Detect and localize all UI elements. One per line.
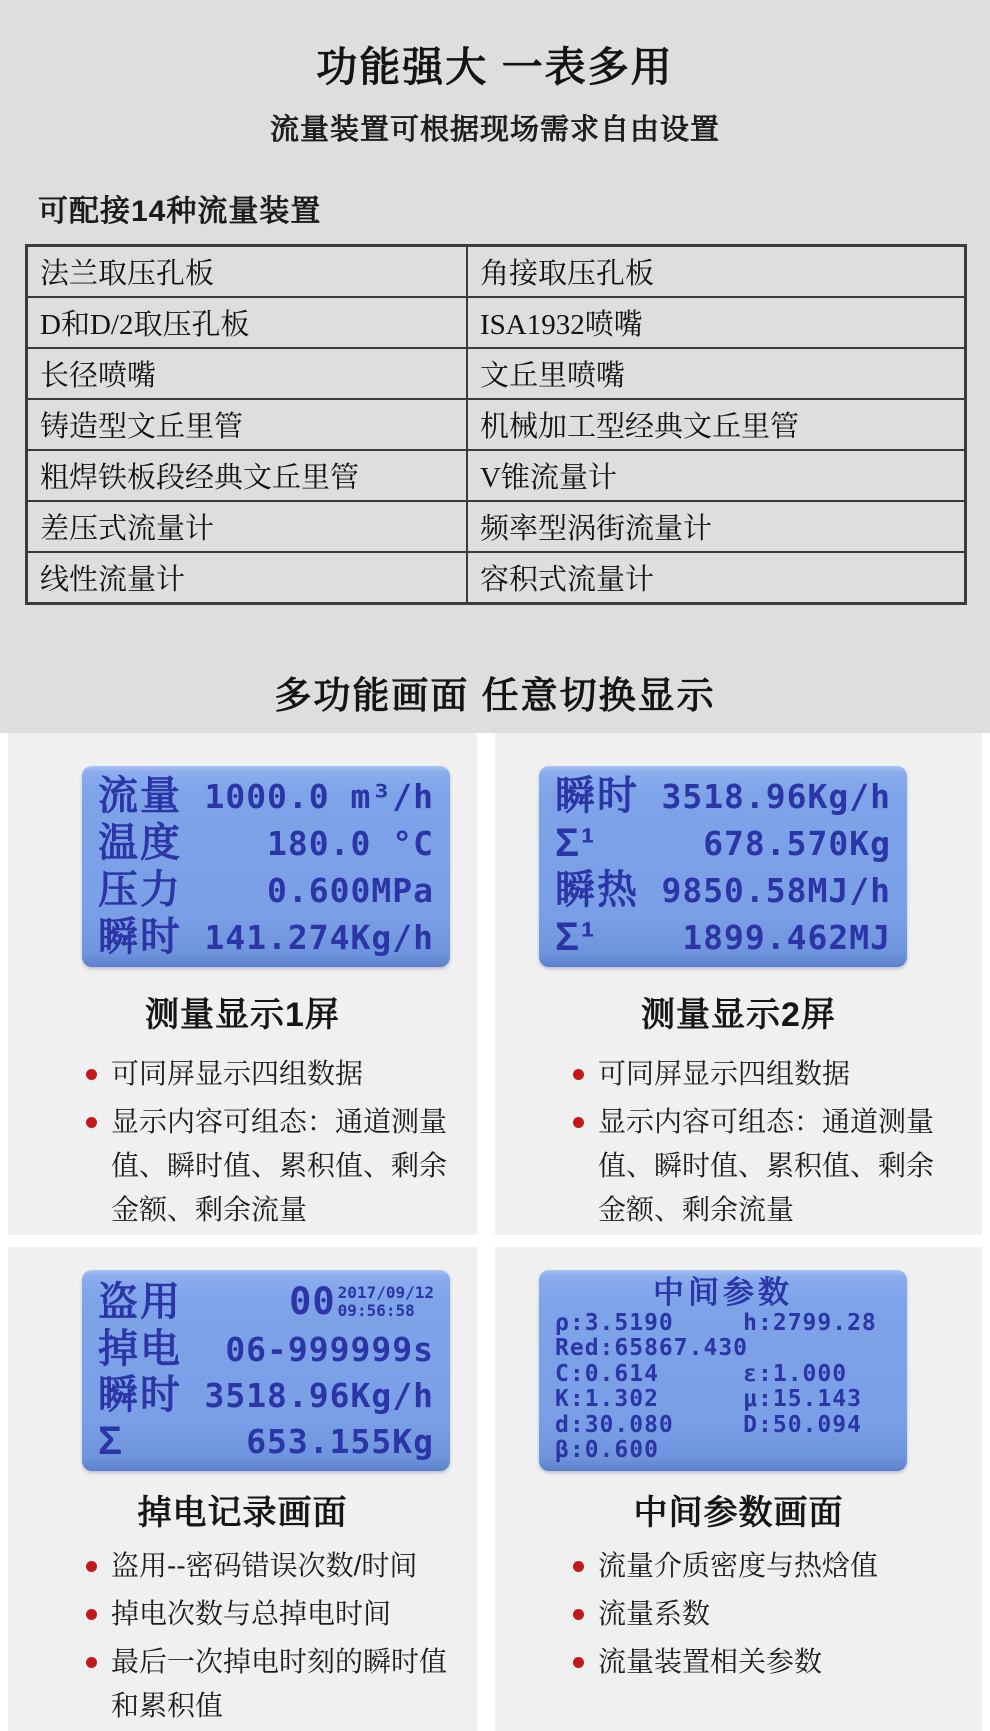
panel-caption: 掉电记录画面: [137, 1494, 348, 1532]
lcd-line-value: 9850.58MJ/h: [661, 870, 891, 910]
lcd-line-value: 06-999999s: [225, 1329, 434, 1369]
lcd-line-label: Σ: [98, 1419, 125, 1463]
bullet-item: [86, 1052, 449, 1096]
bullet-item: [573, 1544, 954, 1588]
lcd-date: 2017/09/12: [337, 1282, 434, 1302]
bullet-item: [573, 1592, 954, 1636]
bullet-text: 显示内容可组态：通道测量值、瞬时值、累积值、剩余金额、剩余流量: [111, 1106, 448, 1225]
lcd-param-row: [555, 1362, 891, 1387]
lcd-param-value: [743, 1336, 891, 1361]
bullet-list: [495, 1052, 982, 1232]
lcd-line-value: 180.0 °C: [267, 823, 434, 863]
lcd-param-value: Red:65867.430: [555, 1335, 749, 1362]
lcd-param-value: ρ:3.5190: [555, 1309, 674, 1336]
panel-power-fail-record: [8, 1247, 477, 1731]
lcd-line-label: 瞬时: [555, 774, 639, 818]
lcd-line-label: 压力: [98, 868, 182, 912]
bullet-dot-icon: [86, 1657, 97, 1668]
lcd-line: [98, 1329, 434, 1369]
bullet-dot-icon: [573, 1657, 584, 1668]
table-row: [27, 246, 966, 298]
device-cell: D和D/2取压孔板: [27, 297, 468, 348]
lcd-param-value: D:50.094: [743, 1411, 862, 1438]
bullet-item: [573, 1100, 954, 1232]
device-cell: 机械加工型经典文丘里管: [467, 399, 966, 450]
page-subtitle: 流量装置可根据现场需求自由设置: [269, 114, 720, 146]
bullet-list: [8, 1544, 477, 1728]
lcd-line-value: 653.155Kg: [246, 1421, 434, 1461]
lcd-param-value: d:30.080: [555, 1411, 674, 1438]
lcd-param-value: K:1.302: [555, 1386, 659, 1413]
lcd-line-value: 3518.96Kg/h: [204, 1375, 434, 1415]
device-cell: 差压式流量计: [27, 501, 468, 552]
lcd-line-label: 瞬时: [98, 1373, 182, 1417]
lcd-line: [98, 776, 434, 816]
bullet-dot-icon: [573, 1561, 584, 1572]
table-row: [27, 552, 966, 604]
bullet-text: 流量介质密度与热焓值: [598, 1550, 879, 1581]
device-cell: 文丘里喷嘴: [467, 348, 966, 399]
lcd-line: [98, 1280, 434, 1323]
lcd-line-label: Σ¹: [555, 915, 597, 959]
lcd-line: [98, 1421, 434, 1461]
lcd-theft-group: [289, 1280, 434, 1323]
device-cell: 铸造型文丘里管: [27, 399, 468, 450]
lcd-line: [98, 1375, 434, 1415]
lcd-screen-measure-1: [82, 766, 450, 967]
lcd-line: [555, 870, 891, 910]
lcd-param-value: β:0.600: [555, 1437, 659, 1463]
table-row: [27, 501, 966, 552]
bullet-item: [86, 1544, 449, 1588]
device-cell: ISA1932喷嘴: [467, 297, 966, 348]
bullet-text: 流量装置相关参数: [598, 1646, 823, 1677]
bullet-list: [8, 1052, 477, 1232]
lcd-line-label: 掉电: [98, 1327, 182, 1371]
lcd-param-value: [743, 1438, 891, 1463]
table-row: [27, 399, 966, 450]
lcd-line-value: 0.600MPa: [267, 870, 434, 910]
panel-caption: 测量显示2屏: [641, 996, 836, 1034]
bullet-text: 盗用--密码错误次数/时间: [111, 1550, 418, 1581]
lcd-time: 09:56:58: [337, 1300, 415, 1320]
bullet-item: [86, 1592, 449, 1636]
bullet-dot-icon: [86, 1117, 97, 1128]
bullet-text: 最后一次掉电时刻的瞬时值和累积值: [111, 1646, 448, 1721]
device-table: [25, 244, 967, 605]
lcd-screen-intermediate-params: [539, 1270, 907, 1471]
bullet-dot-icon: [573, 1609, 584, 1620]
panel-caption: 中间参数画面: [633, 1494, 844, 1532]
lcd-param-value: C:0.614: [555, 1360, 659, 1387]
table-row: [27, 450, 966, 501]
lcd-param-row: [555, 1438, 891, 1463]
lcd-line-value: 3518.96Kg/h: [661, 776, 891, 816]
section-title: 多功能画面 任意切换显示: [274, 675, 716, 716]
bullet-item: [573, 1640, 954, 1684]
lcd-screen-measure-2: [539, 766, 907, 967]
page-title: 功能强大 一表多用: [316, 44, 674, 90]
device-cell: 频率型涡街流量计: [467, 501, 966, 552]
lcd-param-row: [555, 1413, 891, 1438]
bullet-text: 显示内容可组态：通道测量值、瞬时值、累积值、剩余金额、剩余流量: [598, 1106, 935, 1225]
hero-section: [0, 0, 990, 733]
lcd-line: [98, 870, 434, 910]
lcd-param-value: h:2799.28: [743, 1309, 877, 1336]
device-cell: 角接取压孔板: [467, 246, 966, 298]
lcd-line-label: 瞬时: [98, 915, 182, 959]
table-row: [27, 297, 966, 348]
table-row: [27, 348, 966, 399]
lcd-line: [555, 823, 891, 863]
device-cell: 线性流量计: [27, 552, 468, 604]
lcd-datetime: [338, 1284, 434, 1319]
lcd-param-value: ε:1.000: [743, 1360, 848, 1387]
lcd-param-value: μ:15.143: [743, 1386, 862, 1413]
lcd-line: [98, 823, 434, 863]
bullet-item: [86, 1640, 449, 1728]
bullet-text: 可同屏显示四组数据: [598, 1058, 851, 1089]
lcd-line-label: Σ¹: [555, 821, 597, 865]
lcd-param-row: [555, 1336, 891, 1361]
lcd-param-row: [555, 1311, 891, 1336]
screens-grid: [0, 733, 990, 1731]
bullet-dot-icon: [86, 1069, 97, 1080]
bullet-text: 掉电次数与总掉电时间: [111, 1598, 392, 1629]
lcd-line: [555, 917, 891, 957]
lcd-theft-count: 00: [289, 1280, 336, 1323]
device-cell: 法兰取压孔板: [27, 246, 468, 298]
lcd-line: [98, 917, 434, 957]
lcd-line-value: 1899.462MJ: [682, 917, 891, 957]
panel-measure-screen-1: [8, 733, 477, 1235]
bullet-text: 可同屏显示四组数据: [111, 1058, 364, 1089]
lcd-line-value: 1000.0 m³/h: [204, 776, 434, 816]
device-cell: 粗焊铁板段经典文丘里管: [27, 450, 468, 501]
panel-measure-screen-2: [495, 733, 982, 1235]
bullet-dot-icon: [86, 1561, 97, 1572]
device-cell: 长径喷嘴: [27, 348, 468, 399]
bullet-item: [573, 1052, 954, 1096]
lcd-line-label: 盗用: [98, 1279, 182, 1324]
lcd-param-row: [555, 1387, 891, 1412]
device-table-heading: 可配接14种流量装置: [38, 195, 322, 228]
device-cell: 容积式流量计: [467, 552, 966, 604]
device-cell: V锥流量计: [467, 450, 966, 501]
bullet-text: 流量系数: [598, 1598, 711, 1629]
lcd-line-value: 141.274Kg/h: [204, 917, 434, 957]
bullet-dot-icon: [86, 1609, 97, 1620]
lcd-line: [555, 776, 891, 816]
lcd-line-label: 流量: [98, 774, 182, 818]
bullet-item: [86, 1100, 449, 1232]
bullet-list: [495, 1544, 982, 1684]
lcd-line-label: 瞬热: [555, 868, 639, 912]
lcd-line-label: 温度: [98, 821, 182, 865]
bullet-dot-icon: [573, 1117, 584, 1128]
panel-caption: 测量显示1屏: [145, 996, 340, 1034]
lcd-param-title: 中间参数: [653, 1275, 793, 1310]
bullet-dot-icon: [573, 1069, 584, 1080]
panel-intermediate-params: [495, 1247, 982, 1731]
lcd-line-value: 678.570Kg: [703, 823, 891, 863]
lcd-screen-power-fail: [82, 1270, 450, 1471]
